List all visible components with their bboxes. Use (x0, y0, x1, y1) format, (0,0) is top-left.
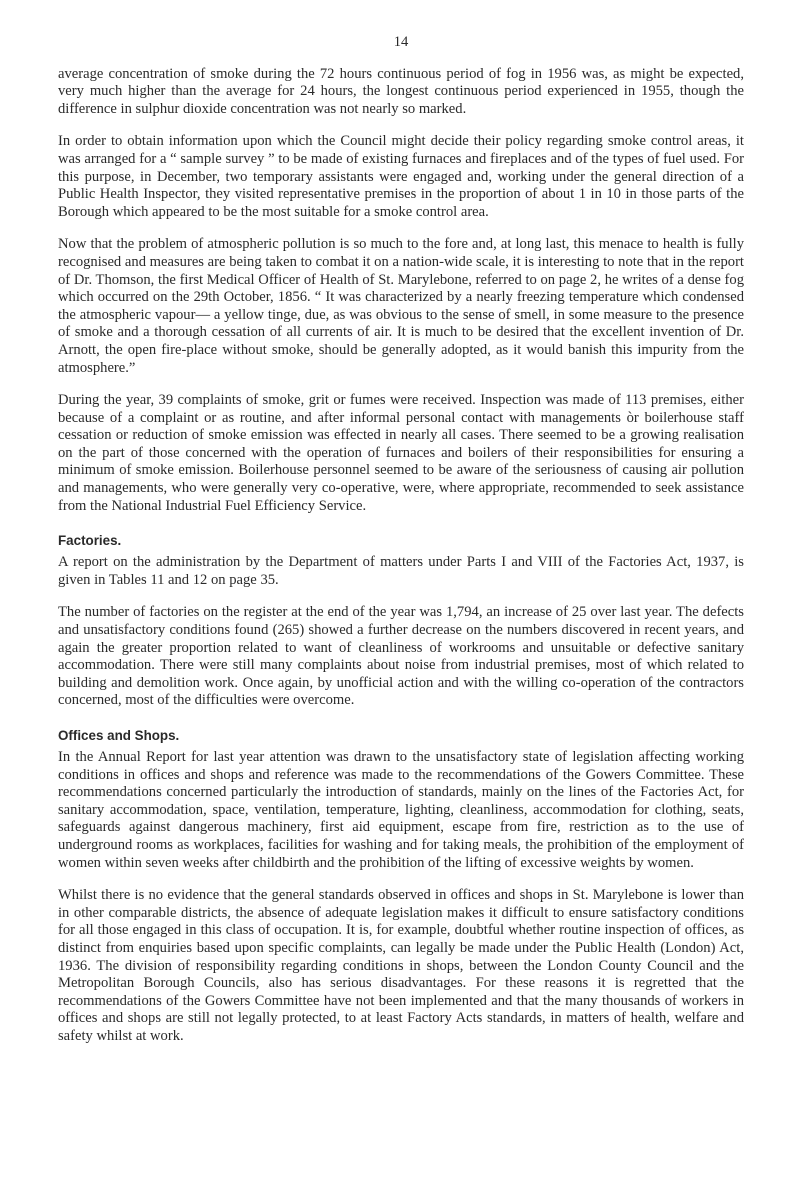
heading-factories: Factories. (58, 533, 122, 549)
page-number: 14 (393, 34, 409, 50)
paragraph-fog-concentration: average concentration of smoke during the 72 hours continuous period of fog in 1956 was, as might be expected, very much higher than the average for 24 hours, the longest continuous period experienced in 1955, though the difference in sulphur dioxide concentration was not nearly so marked. (58, 65, 744, 117)
paragraph-factories-register: The number of factories on the register at the end of the year was 1,794, an increase of 25 over last year. The defects and unsatisfactory conditions found (265) showed a further decrease on the numbers discovered in recent years, and again the greater proportion related to want of cleanliness of workrooms and unsuitable or defective sanitary accommodation. There were still many complaints about noise from industrial premises, most of which related to building and demolition work. Once again, by unofficial action and with the willing co-operation of the contractors concerned, most of the difficulties were overcome. (58, 604, 744, 709)
paragraph-sample-survey: In order to obtain information upon which the Council might decide their policy regarding smoke control areas, it was arranged for a “ sample survey ” to be made of existing furnaces and fireplaces and of the types of fuel used. For this purpose, in December, two temporary assistants were engaged and, working under the general direction of a Public Health Inspector, they visited representative premises in the proportion of about 1 in 10 in those parts of the Borough which appeared to be the most suitable for a smoke control area. (58, 133, 744, 220)
paragraph-offices-standards: Whilst there is no evidence that the general standards observed in offices and shops in St. Marylebone is lower than in other comparable districts, the absence of adequate legislation makes it difficult to ensure satisfactory conditions for all those engaged in this class of occupation. It is, for example, doubtful whether routine inspection of offices, as distinct from enquiries based upon specific complaints, can legally be made under the Public Health (London) Act, 1936. The division of responsibility regarding conditions in shops, between the London County Council and the Metropolitan Borough Councils, also has serious disadvantages. For these reasons it is regretted that the recommendations of the Gowers Committee have not been implemented and that the many thousands of workers in offices and shops are still not legally protected, to at least Factory Acts standards, in matters of health, welfare and safety whilst at work. (58, 887, 744, 1044)
paragraph-smoke-complaints: During the year, 39 complaints of smoke, grit or fumes were received. Inspection was made of 113 premises, either because of a complaint or as routine, and after informal personal contact with managements òr boilerhouse staff cessation or reduction of smoke emission was effected in nearly all cases. There seemed to be a growing realisation on the part of those concerned with the operation of furnaces and boilers of their responsibilities for ensuring a minimum of smoke emission. Boilerhouse personnel seemed to be aware of the seriousness of causing air pollution and managements, who were generally very co-operative, were, where appropriate, recommended to seek assistance from the National Industrial Fuel Efficiency Service. (58, 392, 744, 514)
paragraph-atmospheric-pollution-history: Now that the problem of atmospheric pollution is so much to the fore and, at long last, this menace to health is fully recognised and measures are being taken to combat it on a nation-wide scale, it is interesting to note that in the report of Dr. Thomson, the first Medical Officer of Health of St. Marylebone, referred to on page 2, he writes of a dense fog which occurred on the 29th October, 1856. “ It was characterized by a nearly freezing temperature which condensed the atmospheric vapour— a yellow tinge, due, as was obvious to the sense of smell, in some measure to the presence of smoke and a thorough cessation of all currents of air. It is much to be desired that the excellent invention of Dr. Arnott, the open fire-place without smoke, should be generally adopted, as it would banish this impurity from the atmosphere.” (58, 236, 744, 376)
heading-offices-and-shops: Offices and Shops. (58, 728, 180, 743)
paragraph-offices-legislation: In the Annual Report for last year attention was drawn to the unsatisfactory state of legislation affecting working conditions in offices and shops and reference was made to the recommendations of the Gowers Committee. These recommendations concerned particularly the introduction of standards, mainly on the lines of the Factories Act, for sanitary accommodation, space, ventilation, temperature, lighting, cleanliness, accommodation for clothing, seats, safeguards against dangerous machinery, first aid equipment, escape from fire, restriction as to the use of underground rooms as workplaces, facilities for washing and for taking meals, the prohibition of the employment of women within seven weeks after childbirth and the prohibition of the lifting of excessive weights by women. (58, 749, 744, 871)
paragraph-factories-report: A report on the administration by the Department of matters under Parts I and VIII of the Factories Act, 1937, is given in Tables 11 and 12 on page 35. (58, 554, 744, 588)
document-page (58, 34, 744, 1061)
